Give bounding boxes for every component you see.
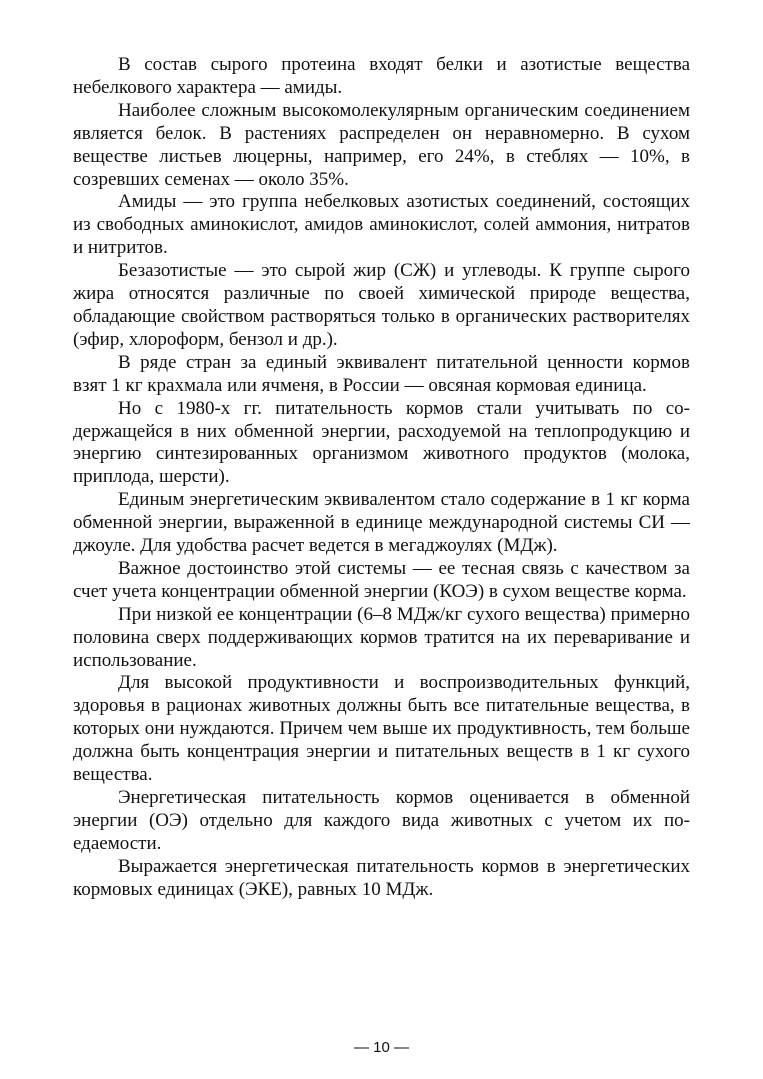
paragraph-12: Выражается энергетическая питательность кормов в энергетических кормовых единицах (ЭКЕ), равных 10 МДж. — [73, 855, 690, 900]
page-number: — 10 — — [353, 1039, 410, 1056]
paragraph-2: Наиболее сложным высокомолекулярным органическим соединением является белок. В растениях распределен он неравномерно. В сухом веществе листьев люцерны, например, его 24%, в стеблях — 10%, в созревших семенах — около 35%. — [73, 99, 690, 190]
paragraph-9: При низкой ее концентрации (6–8 МДж/кг сухого вещества) примерно половина сверх поддерживающих кормов тратится на их переваривание и использование. — [73, 603, 690, 671]
paragraph-5: В ряде стран за единый эквивалент питательной ценности кормов взят 1 кг крахмала или ячменя, в России — овсяная кормовая единица. — [73, 351, 690, 396]
paragraph-10: Для высокой продуктивности и воспроизводительных функций, здоровья в рационах животных должны быть все питательные вещества, в которых они нуждаются. Причем чем выше их продуктивность, тем больше должна быть концентрация энергии и питательных веществ в 1 кг сухого вещества. — [73, 672, 690, 786]
paragraph-4: Безазотистые — это сырой жир (СЖ) и углеводы. К группе сырого жира относятся различные по своей химической природе вещества, обладающие свойством растворяться только в органических растворителях (эфир, хлороформ, бензол и др.). — [73, 260, 690, 350]
paragraph-3: Амиды — это группа небелковых азотистых соединений, состоящих из свободных аминокислот, амидов аминокислот, солей аммония, нитратов и нитритов. — [73, 191, 690, 259]
page-body — [73, 54, 690, 902]
paragraph-7: Единым энергетическим эквивалентом стало содержание в 1 кг корма обменной энергии, выраженной в единице международной системы СИ — джоуле. Для удобства расчет ведется в мегаджоулях (МДж). — [73, 489, 690, 557]
paragraph-1: В состав сырого протеина входят белки и азотистые вещества небелкового характера — амиды. — [73, 54, 690, 98]
paragraph-11: Энергетическая питательность кормов оценивается в обменной энергии (ОЭ) отдельно для каждого вида животных с учетом их поедаемости. — [73, 787, 690, 854]
paragraph-8: Важное достоинство этой системы — ее тесная связь с качеством за счет учета концентрации обменной энергии (КОЭ) в сухом веществе корма. — [73, 557, 690, 602]
paragraph-6: Но с 1980-х гг. питательность кормов стали учитывать по содержащейся в них обменной энергии, расходуемой на теплопродукцию и энергию синтезированных организмом животного продуктов (молока, приплода, шерсти). — [73, 397, 690, 488]
